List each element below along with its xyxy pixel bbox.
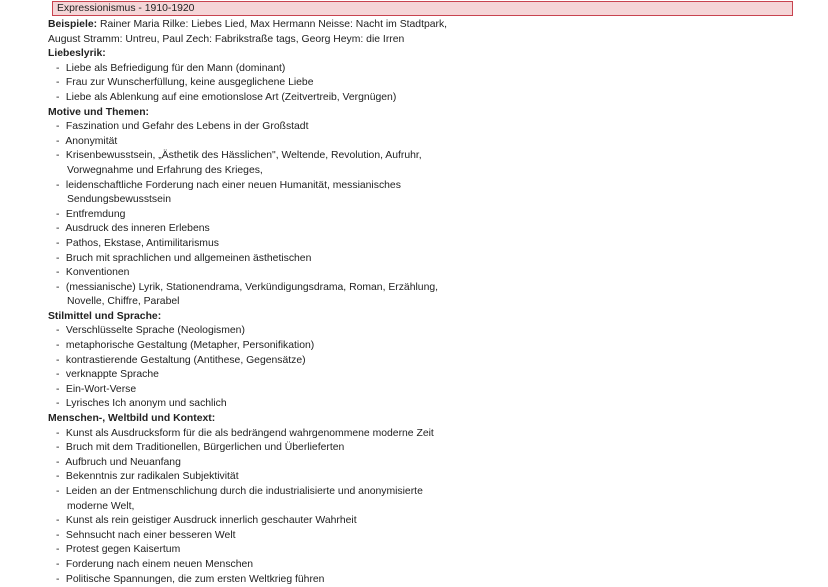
- list-item-text: Kunst als Ausdrucksform für die als bedrängend wahrgenommene moderne Zeit: [63, 427, 434, 439]
- list-item-text: Liebe als Befriedigung für den Mann (dominant): [63, 62, 286, 74]
- list-item-text: Aufbruch und Neuanfang: [63, 456, 181, 468]
- list-item: [48, 91, 808, 106]
- list-item: [48, 120, 808, 135]
- dash-bullet: -: [56, 237, 60, 249]
- dash-bullet: -: [56, 325, 60, 337]
- dash-bullet: -: [56, 573, 60, 585]
- list-item: [48, 573, 808, 587]
- list-item-text: Krisenbewusstsein, „Ästhetik des Hässlichen", Weltende, Revolution, Aufruhr,: [63, 150, 422, 162]
- list-item-text: Bruch mit sprachlichen und allgemeinen ästhetischen: [63, 252, 312, 264]
- dash-bullet: -: [56, 121, 60, 133]
- dash-bullet: -: [56, 267, 60, 279]
- list-item-text: Sehnsucht nach einer besseren Welt: [63, 529, 236, 541]
- dash-bullet: -: [56, 456, 60, 468]
- list-item: [48, 76, 808, 91]
- list-item-continuation: moderne Welt,: [67, 500, 135, 512]
- dash-bullet: -: [56, 398, 60, 410]
- list-item: [48, 456, 808, 471]
- list-item-text: leidenschaftliche Forderung nach einer neuen Humanität, messianisches: [63, 179, 401, 191]
- examples-label: Beispiele:: [48, 19, 98, 30]
- list-item: [48, 222, 808, 237]
- list-item: [48, 339, 808, 354]
- section-title: Expressionismus - 1910-1920: [57, 3, 195, 14]
- dash-bullet: -: [56, 340, 60, 352]
- list-item: [48, 470, 808, 485]
- list-item-continuation: Sendungsbewusstsein: [67, 194, 171, 206]
- examples-line-1: [48, 18, 808, 33]
- examples-line-2: August Stramm: Untreu, Paul Zech: Fabrikstraße tags, Georg Heym: die Irren: [48, 33, 405, 45]
- list-item-text: Lyrisches Ich anonym und sachlich: [63, 398, 227, 410]
- section-heading: Liebeslyrik:: [48, 48, 106, 60]
- list-item-text: Forderung nach einem neuen Menschen: [63, 558, 254, 570]
- list-item-text: Bruch mit dem Traditionellen, Bürgerlichen und Überlieferten: [63, 442, 345, 454]
- list-item: [48, 208, 808, 223]
- list-item: [48, 529, 808, 544]
- dash-bullet: -: [56, 150, 60, 162]
- list-item: [48, 237, 808, 252]
- dash-bullet: -: [56, 135, 60, 147]
- dash-bullet: -: [56, 427, 60, 439]
- section-heading: Motive und Themen:: [48, 106, 150, 118]
- list-item: [48, 281, 808, 296]
- list-item: [48, 149, 808, 164]
- list-item-text: Faszination und Gefahr des Lebens in der Großstadt: [63, 121, 309, 133]
- list-item-text: verknappte Sprache: [63, 369, 159, 381]
- list-item: [48, 266, 808, 281]
- dash-bullet: -: [56, 62, 60, 74]
- list-item: [48, 179, 808, 194]
- dash-bullet: -: [56, 558, 60, 570]
- list-item-text: Liebe als Ablenkung auf eine emotionslose Art (Zeitvertreib, Vergnügen): [63, 91, 397, 103]
- list-item-text: Konventionen: [63, 267, 130, 279]
- dash-bullet: -: [56, 369, 60, 381]
- dash-bullet: -: [56, 208, 60, 220]
- dash-bullet: -: [56, 179, 60, 191]
- list-item: [48, 252, 808, 267]
- section-title-box: [52, 1, 793, 16]
- list-item: [48, 558, 808, 573]
- list-item-text: Verschlüsselte Sprache (Neologismen): [63, 325, 245, 337]
- section-heading: Menschen-, Weltbild und Kontext:: [48, 413, 216, 425]
- examples-text-1: Rainer Maria Rilke: Liebes Lied, Max Hermann Neisse: Nacht im Stadtpark,: [97, 19, 448, 30]
- list-item: [48, 354, 808, 369]
- list-item-text: Leiden an der Entmenschlichung durch die industrialisierte und anonymisierte: [63, 486, 423, 497]
- dash-bullet: -: [56, 471, 60, 483]
- list-item-text: Bekenntnis zur radikalen Subjektivität: [63, 471, 239, 483]
- list-item-text: Pathos, Ekstase, Antimilitarismus: [63, 237, 219, 249]
- dash-bullet: -: [56, 529, 60, 541]
- dash-bullet: -: [56, 544, 60, 556]
- list-item: [48, 135, 808, 150]
- list-item: [48, 485, 808, 500]
- dash-bullet: -: [56, 442, 60, 454]
- list-item: [48, 397, 808, 412]
- dash-bullet: -: [56, 252, 60, 264]
- dash-bullet: -: [56, 354, 60, 366]
- list-item-continuation: Novelle, Chiffre, Parabel: [67, 296, 180, 308]
- list-item-text: Protest gegen Kaisertum: [63, 544, 181, 556]
- list-item-text: metaphorische Gestaltung (Metapher, Personifikation): [63, 340, 315, 352]
- section-heading: Stilmittel und Sprache:: [48, 310, 162, 322]
- list-item: [48, 62, 808, 77]
- list-item: [48, 543, 808, 558]
- dash-bullet: -: [56, 91, 60, 103]
- list-item-text: Ausdruck des inneren Erlebens: [63, 223, 210, 235]
- sections: [48, 47, 808, 587]
- dash-bullet: -: [56, 223, 60, 235]
- list-item: [48, 368, 808, 383]
- list-item-continuation: Vorwegnahme und Erfahrung des Krieges,: [67, 164, 263, 176]
- list-item-text: Politische Spannungen, die zum ersten Weltkrieg führen: [63, 573, 325, 585]
- list-item: [48, 427, 808, 442]
- document-body: [48, 18, 808, 587]
- dash-bullet: -: [56, 281, 60, 293]
- list-item: [48, 441, 808, 456]
- list-item-text: kontrastierende Gestaltung (Antithese, Gegensätze): [63, 354, 306, 366]
- dash-bullet: -: [56, 383, 60, 395]
- list-item-text: Ein-Wort-Verse: [63, 383, 137, 395]
- dash-bullet: -: [56, 77, 60, 89]
- list-item-text: Frau zur Wunscherfüllung, keine ausgeglichene Liebe: [63, 77, 314, 89]
- list-item: [48, 324, 808, 339]
- list-item-text: (messianische) Lyrik, Stationendrama, Verkündigungsdrama, Roman, Erzählung,: [63, 281, 439, 293]
- dash-bullet: -: [56, 486, 60, 497]
- list-item: [48, 383, 808, 398]
- list-item-text: Kunst als rein geistiger Ausdruck innerlich geschauter Wahrheit: [63, 515, 357, 527]
- list-item-text: Anonymität: [63, 135, 118, 147]
- list-item: [48, 514, 808, 529]
- dash-bullet: -: [56, 515, 60, 527]
- list-item-text: Entfremdung: [63, 208, 126, 220]
